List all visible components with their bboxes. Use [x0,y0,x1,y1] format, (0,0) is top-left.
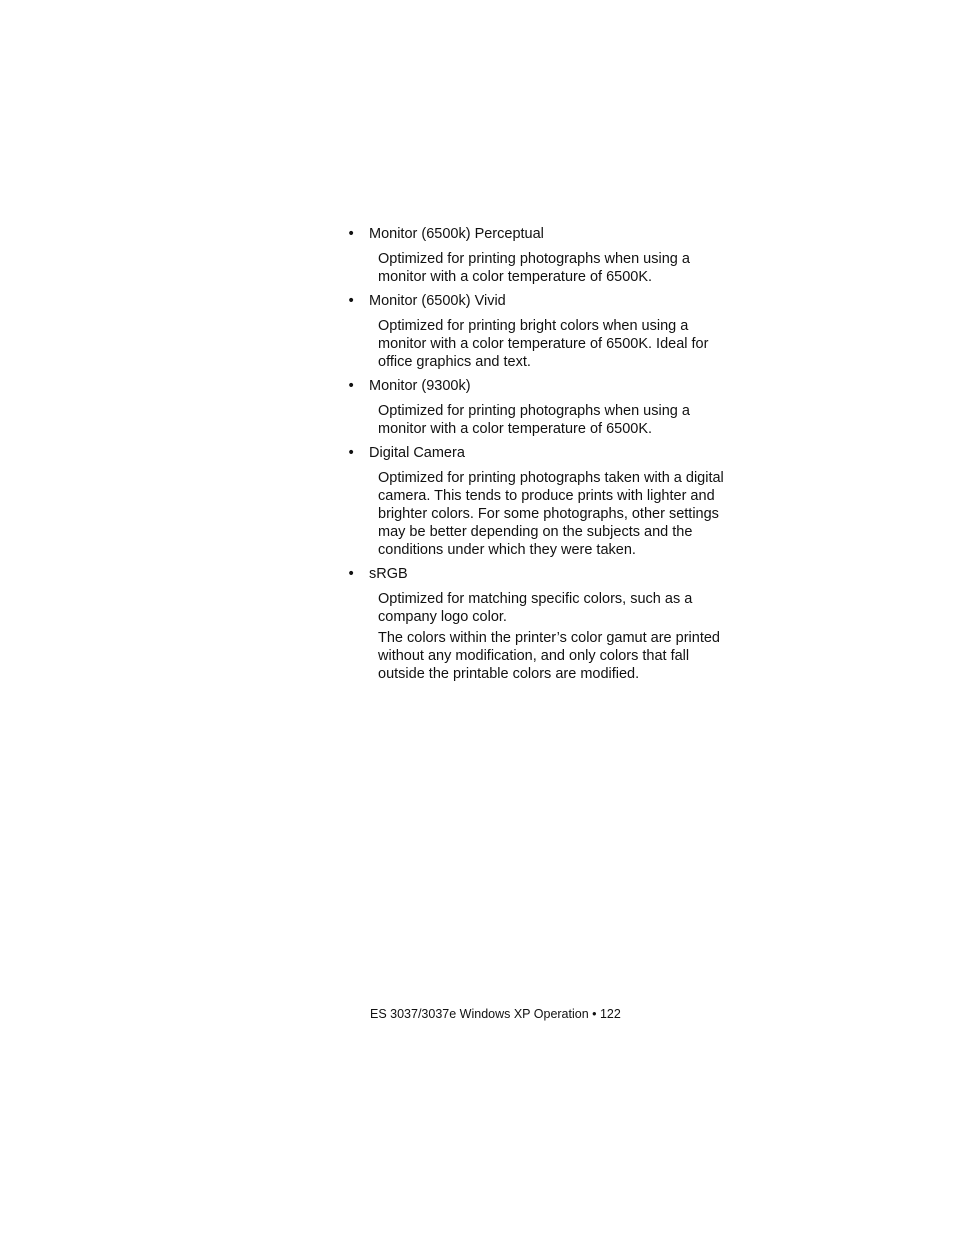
item-description: Optimized for printing photographs taken with a digital camera. This tends to produce prints with lighter and brighter colors. For some photographs, other settings may be better depending on the subjects and the conditions under which they were taken. [378,470,724,558]
list-item-header [347,222,747,246]
list-item [347,441,747,559]
bullet: • [347,566,356,582]
item-description: Optimized for printing bright colors when using a monitor with a color temperature of 6500K. Ideal for office graphics and text. [378,318,709,370]
item-description: The colors within the printer’s color gamut are printed without any modification, and only colors that fall outside the printable colors are modified. [378,630,720,682]
bullet: • [347,226,356,242]
list-item-header [347,441,747,465]
page-footer: ES 3037/3037e Windows XP Operation • 122 [370,1007,621,1021]
list-item-header [347,289,747,313]
item-title: Monitor (9300k) [369,378,471,394]
item-description: Optimized for matching specific colors, such as a company logo color. [378,591,693,625]
item-title: Monitor (6500k) Vivid [369,293,506,309]
item-title: sRGB [369,566,408,582]
list-item [347,222,747,286]
bullet: • [347,378,356,394]
bullet: • [347,293,356,309]
list-item-header [347,562,747,586]
item-description: Optimized for printing photographs when using a monitor with a color temperature of 6500K. [378,251,690,285]
color-matching-list [347,222,747,686]
list-item [347,562,747,683]
list-item-header [347,374,747,398]
list-item [347,289,747,371]
list-item [347,374,747,438]
item-description: Optimized for printing photographs when using a monitor with a color temperature of 6500K. [378,403,690,437]
item-title: Digital Camera [369,445,465,461]
item-title: Monitor (6500k) Perceptual [369,226,544,242]
bullet: • [347,445,356,461]
